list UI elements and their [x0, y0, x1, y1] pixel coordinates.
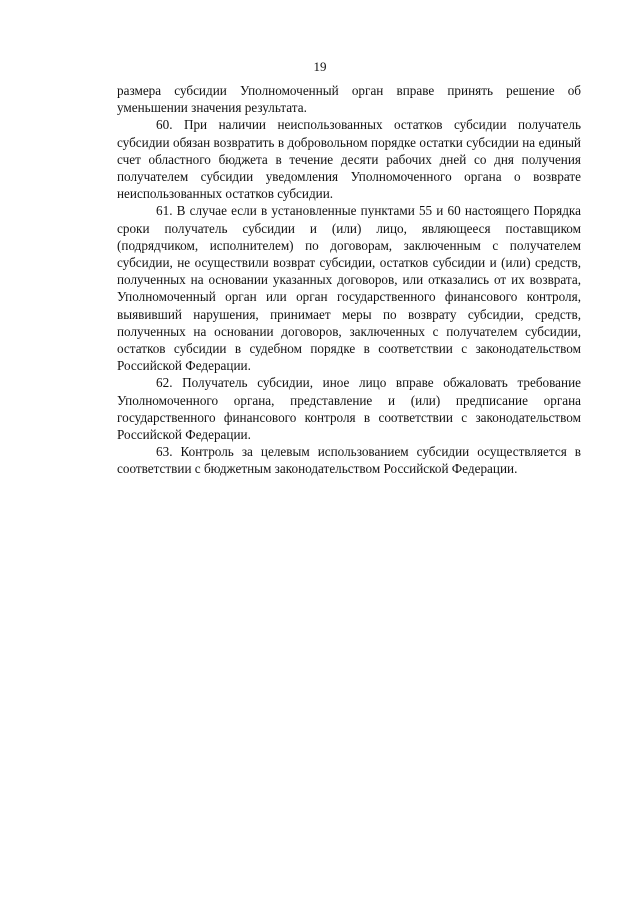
paragraph-60: 60. При наличии неиспользованных остатков субсидии получатель субсидии обязан возвратить в добровольном порядке остатки субсидии на единый счет областного бюджета в течение десяти рабочих дней со дня получения получателем субсидии уведомления Уполномоченного органа о возврате неиспользованных остатков субсидии. [117, 117, 581, 202]
paragraph-63: 63. Контроль за целевым использованием субсидии осуществляется в соответствии с бюджетным законодательством Российской Федерации. [117, 444, 581, 477]
page-number: 19 [313, 59, 327, 74]
paragraph-continuation: размера субсидии Уполномоченный орган вправе принять решение об уменьшении значения результата. [117, 83, 581, 116]
paragraph-61: 61. В случае если в установленные пунктами 55 и 60 настоящего Порядка сроки получатель субсидии и (или) лицо, являющееся поставщиком (подрядчиком, исполнителем) по договорам, заключенным с получателем субсидии, не осуществили возврат субсидии, остатков субсидии и (или) средств, полученных на основании указанных договоров, или отказались от их возврата, Уполномоченный орган или орган государственного финансового контроля, выявивший нарушения, принимает меры по возврату субсидии, средств, полученных на основании договоров, заключенных с получателем субсидии, остатков субсидии в судебном порядке в соответствии с законодательством Российской Федерации. [117, 203, 581, 374]
document-body [117, 82, 581, 478]
paragraph-62: 62. Получатель субсидии, иное лицо вправе обжаловать требование Уполномоченного органа, представление и (или) предписание органа государственного финансового контроля в соответствии с законодательством Российской Федерации. [117, 375, 581, 443]
